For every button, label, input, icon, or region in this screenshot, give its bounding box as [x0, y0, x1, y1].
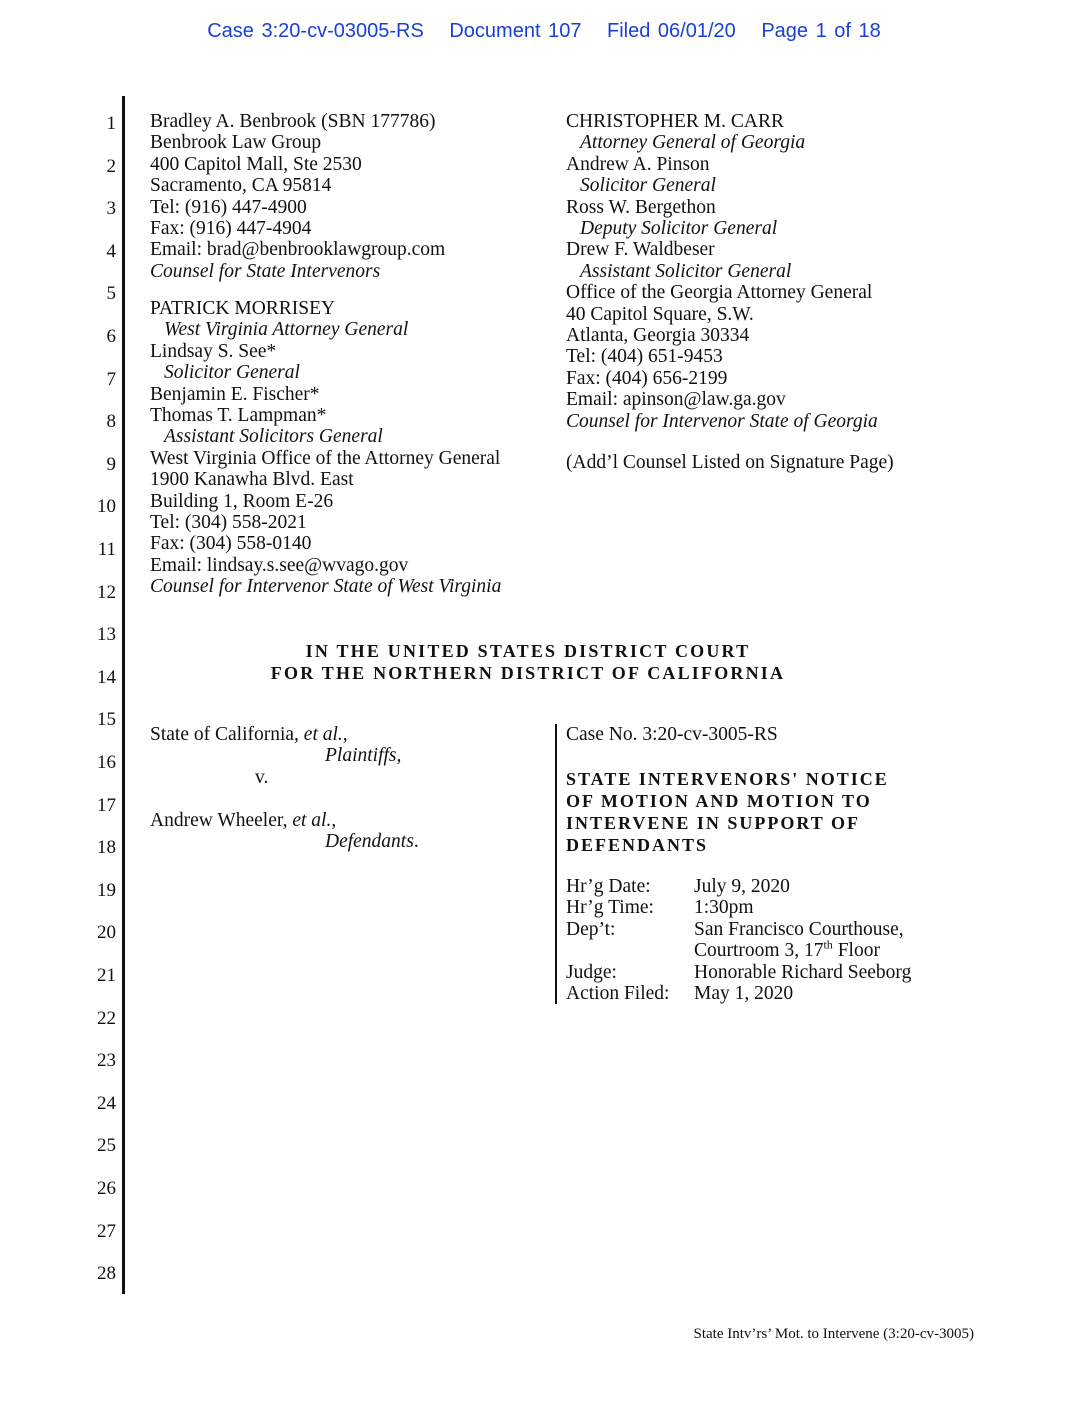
court-heading-line1: IN THE UNITED STATES DISTRICT COURT [305, 641, 751, 661]
counsel-line: West Virginia Attorney General [164, 319, 409, 341]
court-heading [0, 640, 1000, 684]
case-caption-parties [150, 724, 419, 852]
counsel-line: Atlanta, Georgia 30334 [566, 325, 750, 347]
hearing-date-value: July 9, 2020 [694, 876, 790, 897]
left-margin-rule [122, 96, 125, 1294]
line-number: 20 [97, 922, 116, 944]
counsel-line: Tel: (916) 447-4900 [150, 196, 307, 218]
line-number: 18 [97, 837, 116, 859]
line-number: 22 [97, 1007, 116, 1029]
line-number: 15 [97, 709, 116, 731]
line-number: 16 [97, 752, 116, 773]
motion-title-line: DEFENDANTS [566, 835, 709, 855]
plaintiff-name: State of California, [150, 724, 304, 745]
line-number: 8 [106, 411, 116, 433]
counsel-line: 400 Capitol Mall, Ste 2530 [150, 153, 362, 175]
motion-title-line: STATE INTERVENORS' NOTICE [566, 769, 889, 789]
motion-title-line: OF MOTION AND MOTION TO [566, 791, 872, 811]
dept-courtroom: Courtroom 3, 17 [694, 940, 824, 962]
counsel-line: Ross W. Bergethon [566, 196, 716, 218]
line-number: 2 [106, 155, 116, 177]
header-case-number: Case 3:20-cv-03005-RS [207, 20, 424, 42]
versus-label: v. [255, 766, 269, 788]
counsel-line: Tel: (404) 651-9453 [566, 346, 723, 368]
hearing-details [566, 876, 911, 1004]
counsel-line: Counsel for Intervenor State of West Virginia [150, 576, 502, 598]
line-number: 4 [106, 240, 116, 262]
defendants-label: Defendants [325, 831, 414, 853]
counsel-line: 40 Capitol Square, S.W. [566, 303, 754, 325]
dept-value-line2 [694, 937, 880, 962]
motion-title [566, 768, 889, 856]
line-number: 11 [97, 539, 116, 560]
judge-label: Judge: [566, 961, 617, 983]
counsel-line: Assistant Solicitor General [580, 260, 792, 282]
line-number: 17 [97, 794, 116, 816]
counsel-line: West Virginia Office of the Attorney General [150, 447, 501, 469]
counsel-line: Fax: (916) 447-4904 [150, 218, 312, 240]
defendant-comma: , [331, 809, 337, 831]
line-number: 12 [97, 581, 116, 603]
action-filed-value: May 1, 2020 [694, 983, 794, 1005]
counsel-line: 1900 Kanawha Blvd. East [150, 469, 354, 491]
dept-floor-suffix: th [823, 937, 833, 952]
counsel-line: Email: lindsay.s.see@wvago.gov [150, 554, 409, 576]
page-footer: State Intv’rs’ Mot. to Intervene (3:20-cv-3005) [693, 1326, 974, 1342]
line-number: 14 [97, 666, 116, 688]
counsel-line: Bradley A. Benbrook (SBN 177786) [150, 111, 436, 132]
counsel-line: Solicitor General [580, 175, 716, 197]
hearing-time-value: 1:30pm [694, 897, 754, 919]
counsel-line: Fax: (404) 656-2199 [566, 367, 728, 389]
line-number: 10 [97, 496, 116, 518]
defendant-et-al: et al. [292, 809, 332, 831]
counsel-line: Counsel for State Intervenors [150, 260, 381, 282]
judge-value: Honorable Richard Seeborg [694, 961, 912, 983]
line-number: 7 [106, 368, 116, 390]
counsel-line: CHRISTOPHER M. CARR [566, 111, 784, 132]
case-number [566, 724, 778, 745]
line-number: 9 [106, 453, 116, 475]
counsel-line: Office of the Georgia Attorney General [566, 282, 873, 304]
counsel-block-west-virginia [150, 298, 501, 598]
line-number: 25 [97, 1135, 116, 1157]
counsel-line: Drew F. Waldbeser [566, 239, 715, 261]
line-number: 21 [97, 965, 116, 986]
line-number: 19 [97, 879, 116, 901]
defendants-period: . [413, 831, 419, 853]
line-number: 5 [106, 283, 116, 305]
counsel-line: Benbrook Law Group [150, 132, 322, 154]
line-number: 6 [106, 326, 116, 347]
line-number: 3 [106, 198, 116, 220]
counsel-line: Attorney General of Georgia [580, 132, 806, 154]
counsel-line: Fax: (304) 558-0140 [150, 533, 312, 555]
line-number: 26 [97, 1178, 116, 1199]
line-number: 28 [97, 1263, 116, 1285]
counsel-line: Building 1, Room E-26 [150, 490, 334, 512]
counsel-line: Sacramento, CA 95814 [150, 175, 332, 197]
counsel-line: Andrew A. Pinson [566, 153, 710, 175]
plaintiff-et-al: et al. [303, 724, 343, 745]
line-number: 27 [97, 1220, 116, 1242]
action-filed-label: Action Filed: [566, 983, 670, 1005]
line-number: 1 [106, 113, 116, 134]
counsel-line: Counsel for Intervenor State of Georgia [566, 410, 878, 432]
dept-label: Dep’t: [566, 918, 616, 940]
line-number: 13 [97, 624, 116, 646]
header-document-number: Document 107 [449, 20, 582, 42]
dept-value-line1: San Francisco Courthouse, [694, 918, 904, 940]
line-number: 23 [97, 1050, 116, 1072]
counsel-line: Assistant Solicitors General [164, 426, 383, 448]
additional-counsel-text: (Add’l Counsel Listed on Signature Page) [566, 452, 894, 473]
counsel-line: Tel: (304) 558-2021 [150, 512, 307, 534]
counsel-line: Benjamin E. Fischer* [150, 383, 320, 405]
court-heading-line2: FOR THE NORTHERN DISTRICT OF CALIFORNIA [270, 663, 786, 683]
hearing-date-label: Hr’g Date: [566, 876, 651, 897]
counsel-block-georgia [566, 111, 878, 432]
counsel-line: Email: brad@benbrooklawgroup.com [150, 239, 446, 261]
case-number-text: Case No. 3:20-cv-3005-RS [566, 724, 778, 745]
counsel-line: Email: apinson@law.ga.gov [566, 389, 786, 411]
counsel-line: PATRICK MORRISEY [150, 298, 336, 319]
defendant-name: Andrew Wheeler, [150, 809, 293, 831]
counsel-line: Solicitor General [164, 362, 300, 384]
counsel-line: Deputy Solicitor General [580, 218, 778, 240]
header-filed-date: Filed 06/01/20 [607, 20, 736, 42]
line-number: 24 [97, 1092, 116, 1114]
plaintiffs-label: Plaintiffs, [325, 745, 402, 767]
ecf-header [0, 20, 1088, 43]
motion-title-line: INTERVENE IN SUPPORT OF [566, 813, 860, 833]
counsel-block-benbrook [150, 111, 445, 282]
counsel-line: Lindsay S. See* [150, 340, 277, 362]
plaintiff-comma: , [342, 724, 348, 745]
counsel-line: Thomas T. Lampman* [150, 405, 327, 427]
caption-divider [555, 724, 557, 1004]
dept-floor: Floor [832, 940, 880, 962]
additional-counsel-note [566, 452, 894, 473]
hearing-time-label: Hr’g Time: [566, 897, 654, 919]
header-page-count: Page 1 of 18 [761, 20, 881, 42]
